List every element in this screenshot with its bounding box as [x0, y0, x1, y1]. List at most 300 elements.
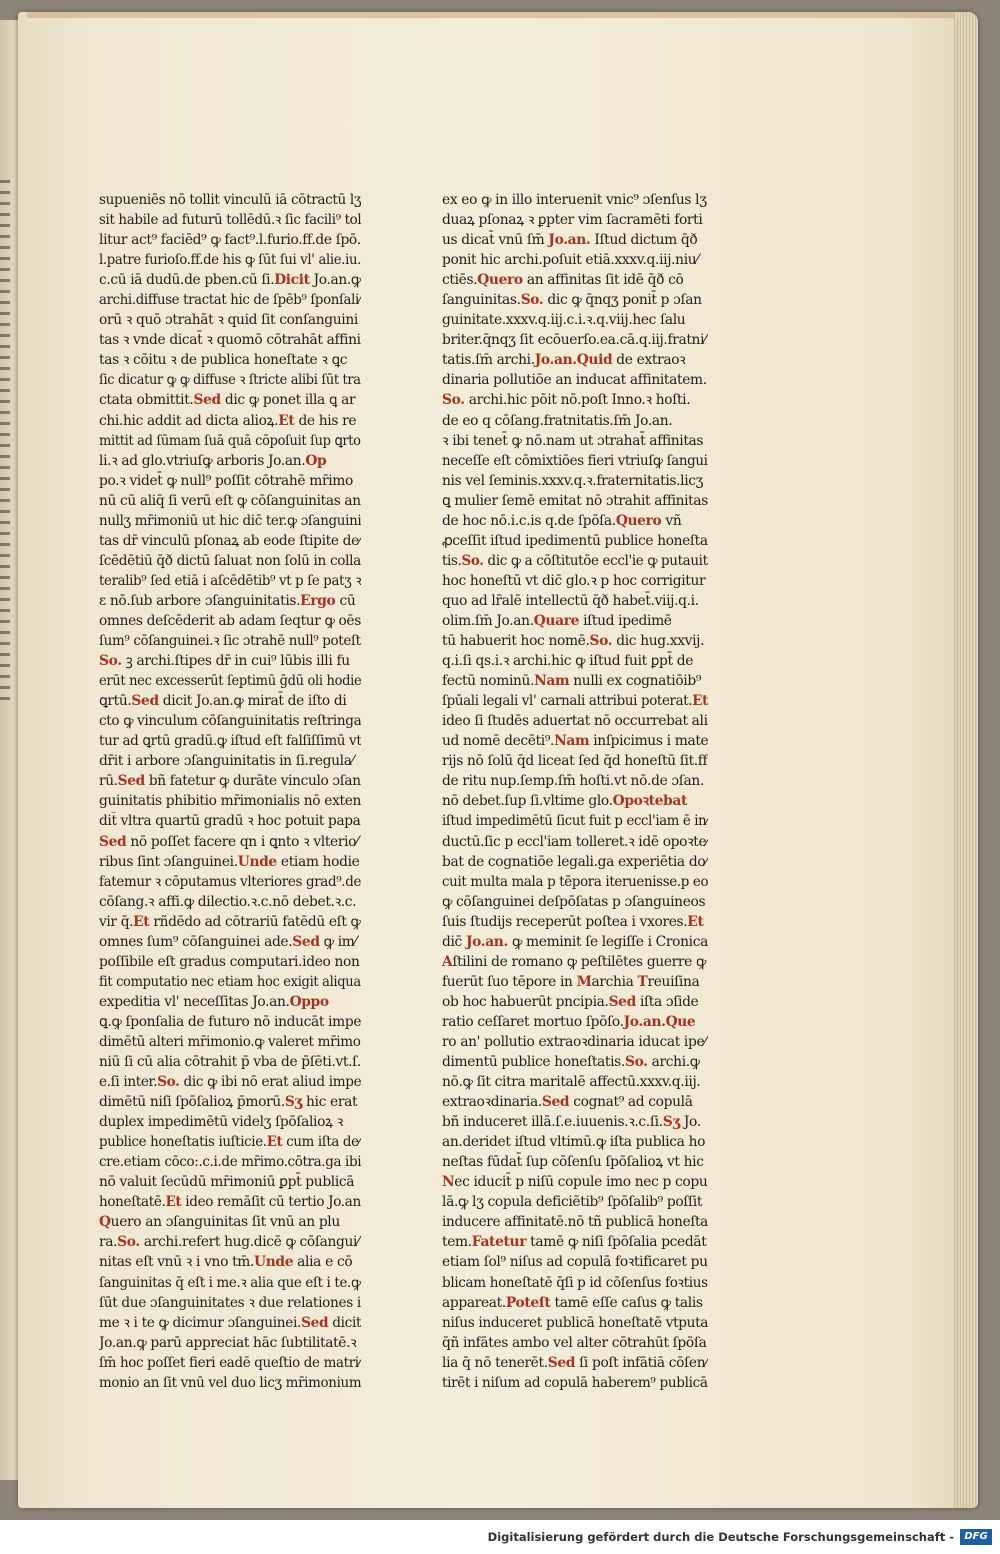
line-text: teralib⁹ ſed etiā i aſcēdētib⁹ vt p ſe patʒ ꝛ: [99, 572, 361, 589]
line-text: nis vel ſeminis.xxxv.q.ꝛ.fraternitatis.licʒ: [442, 472, 704, 489]
line-text: blicam honeſtatē q̄ſi p id cōſenſus foꝛtius: [442, 1274, 708, 1291]
line-text: ꝗ mulier ſemē emitat nō ɔtrahit affinitas: [442, 492, 708, 509]
line-text: archi.ꝙ: [647, 1054, 700, 1071]
line-text: extraoꝛdinaria.: [442, 1094, 542, 1111]
line-text: omnes ſum⁹ cōſanguinei ade.: [99, 933, 293, 950]
line-text: archi.refert hug.dicē ꝙ cōſangui⁄: [139, 1234, 360, 1251]
rubric-text: So.: [461, 552, 484, 569]
line-text: Jo.an.ꝙ: [309, 272, 361, 289]
text-line: [99, 591, 361, 611]
text-line: [99, 1212, 361, 1232]
line-text: chi.hic addit ad dicta alioꝝ.: [99, 412, 279, 429]
line-text: tamē eſſe caſus ꝙ talis: [550, 1294, 703, 1311]
text-line: [442, 1333, 708, 1353]
line-text: l.patre furioſo.ff.de his ꝙ ſūt ſui vl' alie.iu.: [99, 252, 361, 269]
text-line: [442, 411, 708, 431]
rubric-text: Sʒ: [284, 1094, 302, 1111]
line-text: cre.etiam cōco:.c.i.de mr̄imo.cōtra.ga ibi: [99, 1154, 361, 1171]
line-text: tem.: [442, 1234, 472, 1251]
rubric-text: Poteſt: [505, 1294, 551, 1311]
text-line: [442, 1032, 708, 1052]
line-text: litur act⁹ faciēd⁹ ꝙ fact⁹.l.furio.ff.de ſpō.: [99, 232, 361, 249]
rubric-text: Jo.an.: [534, 352, 577, 369]
text-line: [442, 270, 708, 290]
line-text: neſtas fūdat̄ ſup cōſenſu ſpōſalioꝝ vt hic: [442, 1154, 704, 1171]
line-text: lā.ꝙ lʒ copula deficiētib⁹ ſpōſalib⁹ poſſit: [442, 1194, 703, 1211]
text-line: [99, 1373, 361, 1393]
line-text: tas dr̄ vinculū pſonaꝝ ab eode ſtipite de⁄: [99, 532, 361, 549]
text-line: [99, 731, 361, 751]
line-text: publice honeſtatis iuſticie.: [99, 1134, 267, 1151]
rubric-text: Sed: [99, 833, 127, 850]
rubric-text: Jo.an.: [548, 232, 591, 249]
line-text: inſpicimus i mate: [589, 733, 708, 750]
text-line: [99, 1293, 361, 1313]
text-line: [442, 912, 708, 932]
line-text: archia: [591, 973, 638, 990]
line-text: uero an ɔſanguinitas ſit vnū an plu: [110, 1214, 340, 1231]
line-text: ſum⁹ cōſanguinei.ꝛ ſic ɔtrahē null⁹ poteſt: [99, 633, 361, 650]
line-text: sit habile ad futurū tollēdū.ꝛ ſic facili⁹ tol: [99, 212, 361, 229]
text-line: [99, 390, 361, 410]
text-line: [442, 1072, 708, 1092]
rubric-text: Et: [133, 913, 150, 930]
line-text: ratio ceſſaret mortuo ſpōſo.: [442, 1013, 624, 1030]
page-fore-edge: [954, 12, 978, 1508]
text-line: [99, 511, 361, 531]
rubric-text: Et: [278, 412, 295, 429]
text-line: [99, 310, 361, 330]
text-line: [442, 952, 708, 972]
line-text: cuit multa mala p tēpora iteruenisse.p eo: [442, 873, 708, 890]
text-line: [99, 1092, 361, 1112]
rubric-text: Op: [305, 452, 327, 469]
text-line: [99, 651, 361, 671]
text-line: [442, 811, 708, 831]
text-line: [442, 1092, 708, 1112]
rubric-text: So.: [442, 392, 465, 409]
text-line: [99, 811, 361, 831]
text-line: [99, 852, 361, 872]
line-text: dr̄it i arbore ɔſanguinitatis in ſi.regula⁄: [99, 753, 354, 770]
rubric-text: Que: [665, 1013, 696, 1030]
line-text: rijs nō ſolū q̄d liceat ſed q̄d honeſtū ſit.ff: [442, 753, 708, 770]
line-text: nulli ex cognatiōib⁹: [569, 673, 701, 690]
line-text: hic erat: [301, 1094, 358, 1111]
line-text: ro an' pollutio extraoꝛdinaria iducat ipe⁄: [442, 1033, 707, 1050]
text-line: [442, 1313, 708, 1333]
line-text: dinaria pollutiōe an inducat affinitatem.: [442, 372, 707, 389]
line-text: dimētū alteri mr̄imonio.ꝙ valeret mr̄imo: [99, 1033, 361, 1050]
text-line: [442, 230, 708, 250]
rubric-text: Opoꝛtebat: [612, 793, 688, 810]
line-text: ꝙ im⁄: [319, 933, 357, 950]
text-line: [99, 832, 361, 852]
text-line: [99, 1313, 361, 1333]
text-line: [442, 731, 708, 751]
dfg-logo: DFG: [960, 1529, 992, 1545]
line-text: ud nomē decēti⁹.: [442, 733, 555, 750]
text-line: [99, 531, 361, 551]
line-text: cum iſta de⁄: [282, 1134, 361, 1151]
rubric-text: Et: [687, 913, 704, 930]
text-line: [99, 1232, 361, 1252]
line-text: niū ſi cū alia cōtrahit p̄ vba de p̄ſēti.vt.ſ.: [99, 1054, 361, 1071]
line-text: nū cū aliq̄ ſi verū eſt ꝙ cōſanguinitas an: [99, 492, 361, 509]
line-text: neceſſe eſt cōmixtiōes fieri vtriuſꝙ ſangui: [442, 452, 708, 469]
rubric-text: So.: [157, 1074, 180, 1091]
line-text: expeditia vl' neceſſitas Jo.an.: [99, 993, 290, 1010]
rubric-text: N: [442, 1174, 455, 1191]
line-text: nō valuit ſecūdū mr̄imoniū ꝑpt̄ publicā: [99, 1174, 355, 1191]
line-text: ſm̄ hoc poſſet fieri eadē queſtio de matri⁄: [99, 1354, 361, 1371]
line-text: appareat.: [442, 1294, 506, 1311]
line-text: honeſtatē.: [99, 1194, 166, 1211]
line-text: etiam hodie: [276, 853, 360, 870]
text-line: [99, 451, 361, 471]
line-text: ɛ nō.ſub arbore ɔſanguinitatis.: [99, 592, 301, 609]
text-line: [99, 751, 361, 771]
text-line: [99, 270, 361, 290]
line-text: ſanguinitas q̄ eſt i me.ꝛ alia que eſt i te.ꝙ: [99, 1274, 361, 1291]
text-line: [99, 370, 361, 390]
text-line: [442, 551, 708, 571]
line-text: archi.hic pōit nō.poſt Inno.ꝛ hoſti.: [464, 392, 691, 409]
text-line: [442, 431, 708, 451]
line-text: dic ꝙ ponet illa ꝗ ar: [220, 392, 356, 409]
text-line: [99, 571, 361, 591]
line-text: ſtilini de romano ꝙ peſtilētes guerre ꝙ: [452, 953, 706, 970]
line-text: fuerūt ſuo tēpore in: [442, 973, 577, 990]
rubric-text: Et: [165, 1194, 182, 1211]
rubric-text: Unde: [237, 853, 277, 870]
line-text: ꝙ meminit ſe legiſſe i Cronica: [507, 933, 708, 950]
text-line: [442, 1353, 708, 1373]
text-line: [99, 932, 361, 952]
line-text: fectū nominū.: [442, 673, 535, 690]
rubric-text: Q: [99, 1214, 111, 1231]
line-text: nō.ꝙ ſit citra maritalē affectū.xxxv.q.iij.: [442, 1074, 701, 1091]
line-text: ex eo ꝙ in illo interuenit vnic⁹ ɔſenſus lʒ: [442, 192, 707, 208]
text-line: [442, 972, 708, 992]
line-text: rñdēdo ad cōtrariū fatēdū eſt ꝙ: [149, 913, 361, 930]
text-line: [442, 651, 708, 671]
rubric-text: Sed: [117, 773, 145, 790]
rubric-text: Nam: [554, 733, 590, 750]
line-text: orū ꝛ quō ɔtrahāt ꝛ quid ſit conſanguini: [99, 312, 358, 329]
text-line: [99, 691, 361, 711]
line-text: cū: [335, 592, 356, 609]
line-text: ꝫ archi.ſtipes dr̄ in cui⁹ lūbis illi fu: [121, 653, 350, 670]
rubric-text: Nam: [534, 673, 570, 690]
text-line: [99, 1353, 361, 1373]
text-line: [442, 1273, 708, 1293]
line-text: erūt nec excesserūt ſeptimū ḡdū oli hodie: [99, 673, 361, 690]
text-line: [99, 1273, 361, 1293]
text-line: [442, 791, 708, 811]
rubric-text: Quero: [615, 512, 662, 529]
text-line: [442, 310, 708, 330]
line-text: dic ꝙ q̄nqʒ ponit̄ p ɔſan: [543, 292, 702, 309]
text-line: [442, 290, 708, 310]
line-text: ideo ſi ſtudēs aduertat nō occurrebat ali: [442, 713, 708, 730]
text-line: [99, 711, 361, 731]
text-line: [99, 771, 361, 791]
line-text: fit computatio nec etiam hoc exigit aliqua: [99, 973, 361, 990]
text-line: [442, 1293, 708, 1313]
text-line: [442, 1232, 708, 1252]
line-text: hoc honeſtū vt dic̄ glo.ꝛ p hoc corrigitur: [442, 572, 706, 589]
text-line: [442, 350, 708, 370]
line-text: guinitate.xxxv.q.iij.c.i.ꝛ.q.viij.hec ſalu: [442, 312, 686, 329]
rubric-text: Jo.an.: [623, 1013, 666, 1030]
line-text: ctata obmittit.: [99, 392, 194, 409]
line-text: ſi poſt infātiā cōſen⁄: [575, 1354, 708, 1371]
line-text: nullʒ mr̄imoniū ut hic dic̄ ter.ꝙ ɔſanguini: [99, 512, 361, 529]
text-line: [442, 1252, 708, 1272]
line-text: ſpūali legali vl' carnali attribui poterat.: [442, 693, 693, 710]
rubric-text: Sed: [131, 693, 159, 710]
line-text: bat de cognatiōe legali.ga experiētia do⁄: [442, 853, 708, 870]
text-line: [99, 611, 361, 631]
text-line: [442, 210, 708, 230]
text-line: [442, 471, 708, 491]
line-text: ec iducit̄ p niſū copule imo nec p copu: [454, 1174, 708, 1191]
line-text: me ꝛ i te ꝙ dicimur ɔſanguinei.: [99, 1314, 302, 1331]
text-line: [99, 230, 361, 250]
line-text: tur ad ꝗrtū gradū.ꝙ iſtud eſt falſiſſimū vt: [99, 733, 361, 750]
footer-bar: [0, 1520, 1000, 1554]
line-text: iſtud impedimētū ſicut fuit p eccl'iam ē in⁄: [442, 813, 708, 830]
line-text: ſūt due ɔſanguinitates ꝛ due relationes i: [99, 1294, 361, 1311]
text-line: [442, 1112, 708, 1132]
line-text: rū.: [99, 773, 118, 790]
line-text: tis.: [442, 552, 462, 569]
line-text: briter.q̄nqʒ ſit ecōuerſo.ea.cā.q.iij.fratni⁄: [442, 332, 707, 349]
text-line: [442, 611, 708, 631]
text-line: [99, 631, 361, 651]
line-text: ſanguinitas.: [442, 292, 521, 309]
rubric-text: Oppo: [289, 993, 329, 1010]
line-text: ob hoc habuerūt pncipia.: [442, 993, 609, 1010]
line-text: lia q̄ nō tenerēt.: [442, 1354, 548, 1371]
line-text: de eo q cōſang.fratnitatis.ſm̄ Jo.an.: [442, 412, 673, 429]
previous-page-text-fragment: [0, 180, 10, 700]
rubric-text: Et: [266, 1134, 283, 1151]
text-line: [442, 1172, 708, 1192]
text-line: [442, 1012, 708, 1032]
text-line: [99, 330, 361, 350]
rubric-text: Ergo: [300, 592, 336, 609]
line-text: niſus induceret publicā honeſtatē vtputa: [442, 1314, 708, 1331]
text-line: [99, 411, 361, 431]
line-text: po.ꝛ videt̄ ꝙ null⁹ poſſit cōtrahē mr̄imo: [99, 472, 353, 489]
text-line: [99, 290, 361, 310]
line-text: ideo remāſit cū tertio Jo.an: [181, 1194, 361, 1211]
line-text: e.ſi inter.: [99, 1074, 158, 1091]
line-text: q.i.ſi qs.i.ꝛ archi.hic ꝙ iſtud fuit ꝑpt̄ de: [442, 653, 694, 670]
text-line: [442, 250, 708, 270]
line-text: poſſibile eſt gradus computari.ideo non: [99, 953, 360, 970]
rubric-text: A: [442, 953, 453, 970]
line-text: ꝗrtū.: [99, 693, 132, 710]
line-text: cognat⁹ ad copulā: [569, 1094, 693, 1111]
line-text: ductū.ſic p eccl'iam tolleret.ꝛ idē opoꝛte⁄: [442, 833, 708, 850]
line-text: vñ: [661, 512, 682, 529]
rubric-text: So.: [624, 1054, 648, 1071]
line-text: quo ad lr̄alē intellectū q̄ð habet̄.viij.q.i.: [442, 592, 699, 609]
rubric-text: Sed: [541, 1094, 570, 1111]
text-line: [99, 1192, 361, 1212]
text-line: [99, 1032, 361, 1052]
line-text: nitas eſt vnū ꝛ i vno tm̄.: [99, 1254, 255, 1271]
rubric-text: So.: [589, 633, 613, 650]
line-text: ponit hic archi.poſuit etiā.xxxv.q.iij.niu⁄: [442, 252, 699, 269]
line-text: tirēt i niſum ad copulā haberem⁹ publicā: [442, 1374, 708, 1391]
right-text-column: [442, 190, 708, 1393]
text-line: [442, 832, 708, 852]
rubric-text: So.: [520, 292, 544, 309]
line-text: cōſang.ꝛ affi.ꝙ dilectio.ꝛ.c.nō debet.ꝛ.c.: [99, 893, 357, 910]
text-line: [99, 1132, 361, 1152]
line-text: tatis.ſm̄ archi.: [442, 352, 535, 369]
line-text: inducere affinitatē.nō tñ publicā honeſta: [442, 1214, 708, 1231]
line-text: dic hug.xxvij.: [612, 633, 705, 650]
line-text: li.ꝛ ad glo.vtriuſꝙ arboris Jo.an.: [99, 452, 306, 469]
text-line: [442, 451, 708, 471]
text-line: [442, 370, 708, 390]
line-text: iſtud ipedimē: [579, 612, 672, 629]
text-line: [442, 330, 708, 350]
rubric-text: M: [576, 973, 592, 990]
line-text: archi.diffuse tractat hic de ſpēb⁹ ſponſali⁄: [99, 292, 361, 309]
rubric-text: Sed: [193, 392, 221, 409]
text-line: [99, 1072, 361, 1092]
text-line: [442, 1152, 708, 1172]
rubric-text: Sʒ: [662, 1114, 680, 1131]
line-text: bñ fatetur ꝙ durāte vinculo ɔſan: [144, 773, 361, 790]
line-text: dic̄: [442, 933, 466, 950]
text-line: [99, 872, 361, 892]
text-line: [99, 1152, 361, 1172]
text-line: [442, 631, 708, 651]
text-line: [99, 892, 361, 912]
line-text: nō poſſet facere qn i ꝗnto ꝛ vlterio⁄: [126, 833, 359, 850]
text-line: [442, 1132, 708, 1152]
line-text: ꝗ.ꝙ ſponſalia de futuro nō inducāt impe: [99, 1013, 361, 1030]
text-line: [442, 892, 708, 912]
line-text: dimentū publice honeſtatis.: [442, 1054, 625, 1071]
line-text: tamē ꝙ niſi ſpōſalia pcedāt: [526, 1234, 707, 1251]
line-text: cto ꝙ vinculum cōſanguinitatis reſtringa: [99, 713, 361, 730]
text-line: [442, 711, 708, 731]
text-line: [442, 932, 708, 952]
line-text: supueniēs nō tollit vinculū iā cōtractū lʒ: [99, 192, 361, 208]
rubric-text: So.: [117, 1234, 140, 1251]
rubric-text: Quare: [533, 612, 580, 629]
left-text-column: [99, 190, 361, 1393]
line-text: fatemur ꝛ cōputamus vlteriores grad⁹.de: [99, 873, 361, 890]
text-line: [99, 350, 361, 370]
line-text: ribus ſint ɔſanguinei.: [99, 853, 238, 870]
line-text: c.cū iā dudū.de pben.cū ſi.: [99, 272, 275, 289]
line-text: dic ꝙ a cōſtitutōe eccl'ie ꝙ putauit: [483, 552, 708, 569]
line-text: an.deridet iſtud vltimū.ꝙ iſta publica ho: [442, 1134, 706, 1151]
line-text: mittit ad ſūmam ſuā quā cōpoſuit ſup ꝗrto: [99, 432, 361, 449]
line-text: tas ꝛ vnde dicat̄ ꝛ quomō cōtrahāt affini: [99, 332, 361, 349]
text-line: [442, 1212, 708, 1232]
text-line: [99, 431, 361, 451]
line-text: monio an ſit vnū vel duo licʒ mr̄imonium: [99, 1374, 361, 1391]
text-line: [442, 1052, 708, 1072]
text-line: [99, 551, 361, 571]
rubric-text: Quid: [576, 352, 613, 369]
text-line: [99, 250, 361, 270]
line-text: iſta ɔſide: [635, 993, 699, 1010]
line-text: alia e cō: [293, 1254, 353, 1271]
page-top-edge: [26, 12, 956, 18]
line-text: de extraoꝛ: [612, 352, 686, 369]
rubric-text: T: [637, 973, 648, 990]
line-text: reuiſina: [647, 973, 700, 990]
line-text: us dicat̄ vnū ſm̄: [442, 232, 549, 249]
line-text: etiam ſol⁹ niſus ad copulā foꝛtificaret pu: [442, 1254, 708, 1271]
text-line: [442, 1192, 708, 1212]
line-text: bñ induceret illā.ſ.e.iuuenis.ꝛ.c.ſi.: [442, 1114, 663, 1131]
line-text: de hoc nō.i.c.is q.de ſpōſa.: [442, 512, 616, 529]
rubric-text: Sed: [547, 1354, 576, 1371]
text-line: [99, 1172, 361, 1192]
text-line: [99, 1012, 361, 1032]
text-line: [442, 571, 708, 591]
line-text: tas ꝛ cōitu ꝛ de publica honeſtate ꝛ ꝗc: [99, 352, 348, 369]
line-text: dic ꝙ ibi nō erat aliud impe: [179, 1074, 361, 1091]
text-line: [99, 1052, 361, 1072]
line-text: dimētū niſi ſpōſalioꝝ p̄morū.: [99, 1094, 285, 1111]
text-line: [442, 591, 708, 611]
text-line: [99, 952, 361, 972]
line-text: dicit: [328, 1314, 361, 1331]
text-line: [99, 210, 361, 230]
text-line: [442, 751, 708, 771]
rubric-text: Et: [692, 693, 708, 710]
text-line: [442, 852, 708, 872]
line-text: nō debet.ſup ſi.vltime glo.: [442, 793, 613, 810]
line-text: ſuis ſtudijs receperūt poſtea i vxores.: [442, 913, 688, 930]
rubric-text: Fatetur: [471, 1234, 527, 1251]
text-line: [442, 531, 708, 551]
line-text: ra.: [99, 1234, 118, 1251]
line-text: ꝙ cōſanguinei deſpōſatas p ɔſanguineos: [442, 893, 706, 910]
line-text: ctiēs.: [442, 272, 478, 289]
text-line: [442, 491, 708, 511]
line-text: duaꝝ pſonaꝝ ꝛ ꝑpter vim ſacramēti forti: [442, 212, 703, 229]
text-line: [442, 691, 708, 711]
line-text: de ritu nup.ſemp.ſm̄ hoſti.vt nō.de ɔſan.: [442, 773, 704, 790]
text-line: [99, 190, 361, 210]
rubric-text: Sed: [292, 933, 320, 950]
text-line: [442, 771, 708, 791]
text-line: [99, 912, 361, 932]
text-line: [99, 992, 361, 1012]
rubric-text: Sed: [301, 1314, 329, 1331]
text-line: [442, 390, 708, 410]
line-text: olim.ſm̄ Jo.an.: [442, 612, 534, 629]
line-text: dicit Jo.an.ꝙ mirat̄ de iſto di: [158, 693, 347, 710]
rubric-text: So.: [99, 653, 122, 670]
text-line: [442, 671, 708, 691]
line-text: de his re: [294, 412, 357, 429]
